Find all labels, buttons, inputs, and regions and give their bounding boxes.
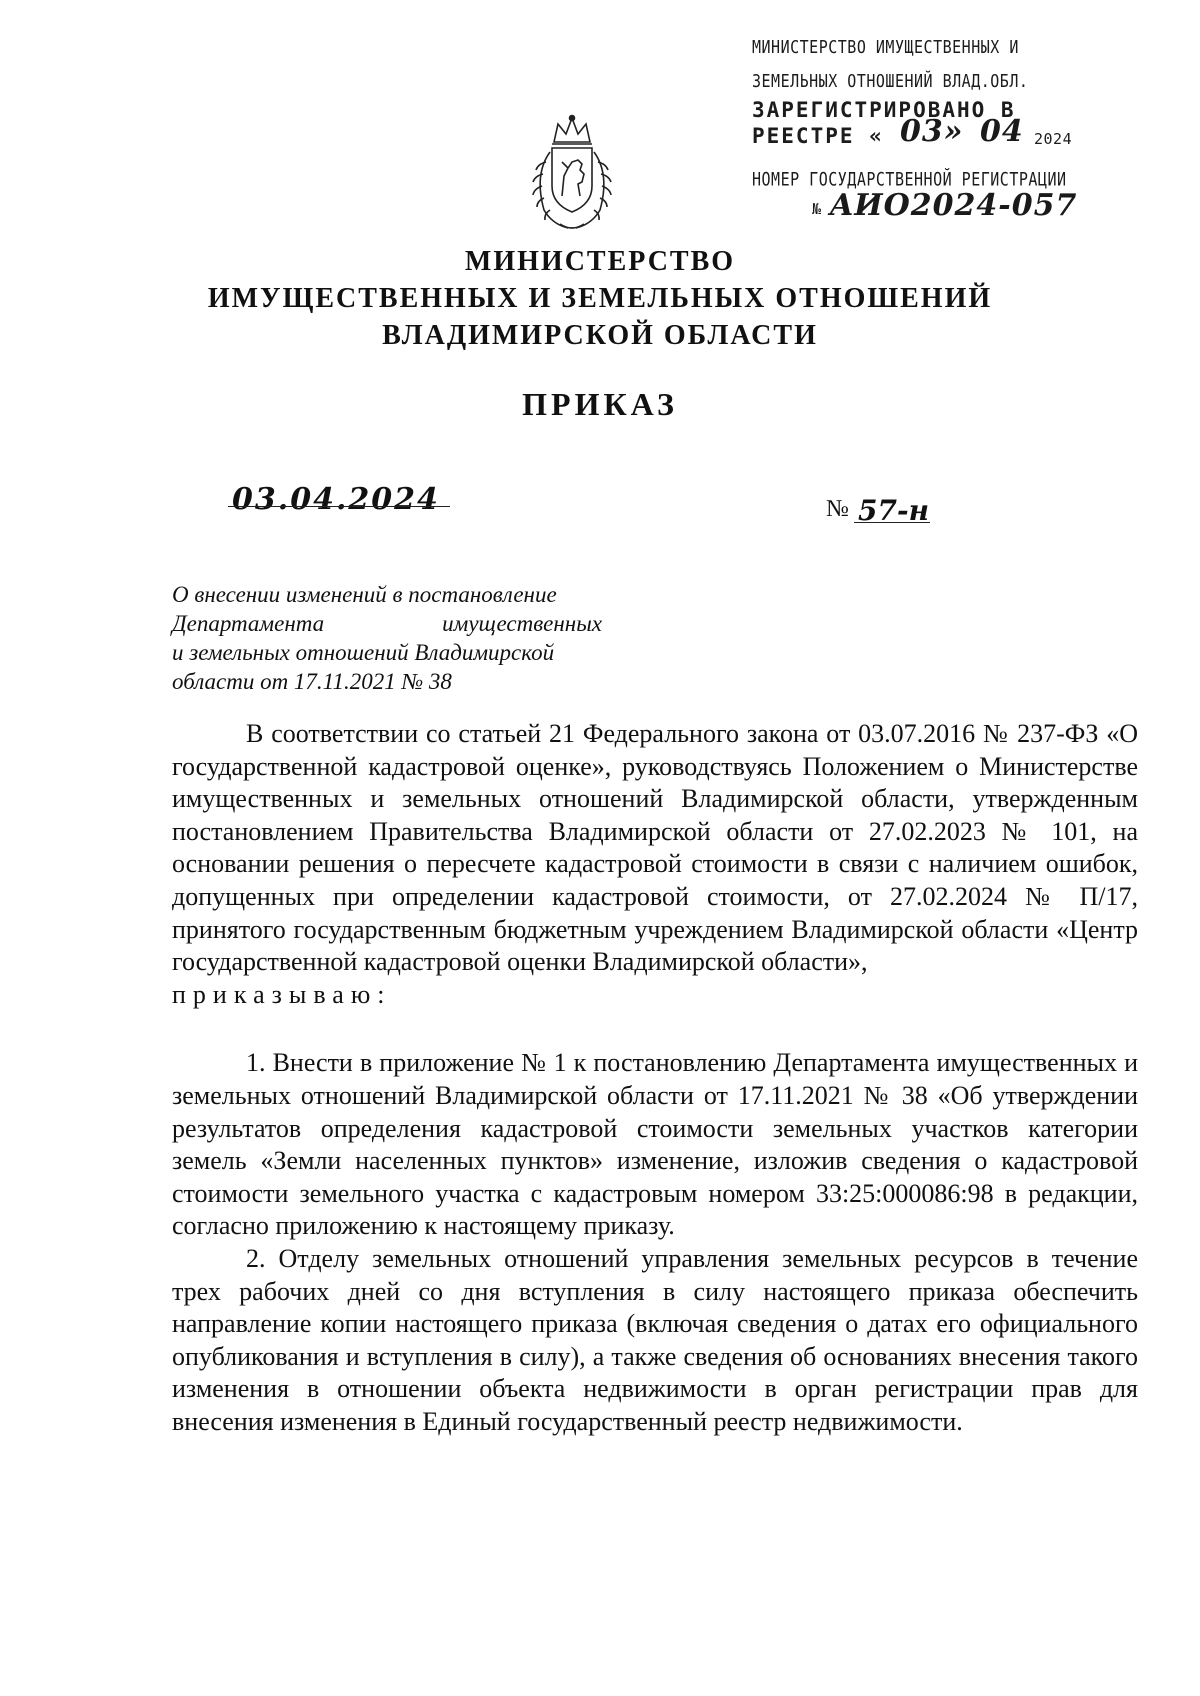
order-number: 57-н — [858, 494, 929, 527]
item-2-paragraph: 2. Отделу земельных отношений управления земельных ресурсов в течение трех рабочих дней со дня вступления в силу настоящего приказа обеспечить направление копии настоящего приказа (включая сведения о датах его официального опубликования и вступления в силу), а также сведения об основаниях внесения такого изменения в отношении объекта недвижимости в орган регистрации прав для внесения изменения в Единый государственный реестр недвижимости. — [172, 1243, 1138, 1436]
order-number-label: № — [826, 496, 849, 522]
stamp-line-ministry: МИНИСТЕРСТВО ИМУЩЕСТВЕННЫХ И — [752, 36, 1019, 58]
coat-of-arms-icon — [522, 112, 622, 236]
preamble-text: В соответствии со статьей 21 Федерального закона от 03.07.2016 № 237-ФЗ «О государственной кадастровой оценке», руководствуясь Положением о Министерстве имущественных и земельных отношений Владимирской области, утвержденным постановлением Правительства Владимирской области от 27.02.2023 № 101, на основании решения о пересчете кадастровой стоимости в связи с наличием ошибок, допущенных при определении кадастровой стоимости, от 27.02.2024 № П/17, принятого государственным бюджетным учреждением Владимирской области «Центр государственной кадастровой оценки Владимирской области», — [172, 719, 1138, 977]
subject-line: О внесении изменений в постановление — [172, 582, 557, 607]
ministry-name-line-1: МИНИСТЕРСТВО — [464, 246, 736, 277]
date-underline — [228, 506, 450, 507]
preamble-paragraph — [172, 718, 1138, 1011]
stamp-line-registered: ЗАРЕГИСТРИРОВАНО В — [752, 98, 1016, 122]
order-word: приказываю: — [172, 979, 392, 1009]
stamp-line-department: ЗЕМЕЛЬНЫХ ОТНОШЕНИЙ ВЛАД.ОБЛ. — [752, 70, 1029, 92]
subject-line: области от 17.11.2021 № 38 — [172, 669, 452, 694]
paragraph-gap — [172, 1011, 1138, 1047]
document-type-title: ПРИКАЗ — [522, 386, 678, 422]
stamp-reg-year: 2024 — [1034, 130, 1073, 148]
order-date: 03.04.2024 — [232, 482, 440, 517]
ministry-name-line-2: ИМУЩЕСТВЕННЫХ И ЗЕМЕЛЬНЫХ ОТНОШЕНИЙ — [207, 283, 993, 314]
stamp-reg-day: 03» — [900, 114, 964, 149]
ministry-name-line-3: ВЛАДИМИРСКОЙ ОБЛАСТИ — [382, 320, 818, 351]
subject-line — [172, 609, 602, 638]
subject-word: имущественных — [442, 611, 602, 636]
stamp-reg-month: 04 — [980, 114, 1024, 149]
item-1-paragraph: 1. Внести в приложение № 1 к постановлению Департамента имущественных и земельных отношений Владимирской области от 17.11.2021 № 38 «Об утверждении результатов определения кадастровой стоимости земельных участков категории земель «Земли населенных пунктов» изменение, изложив сведения о кадастровой стоимости земельного участка с кадастровым номером 33:25:000086:98 в редакции, согласно приложению к настоящему приказу. — [172, 1048, 1138, 1241]
stamp-number-sign: № — [812, 200, 822, 218]
subject-word: Департамента — [172, 611, 325, 636]
stamp-line-registry: РЕЕСТРЕ « — [752, 124, 884, 148]
order-subject — [172, 580, 602, 696]
order-body — [172, 718, 1138, 1438]
stamp-reg-number: AИО2024-057 — [830, 188, 1078, 223]
number-underline — [854, 522, 930, 523]
subject-line: и земельных отношений Владимирской — [172, 640, 555, 665]
stamp-line-reg-number-label: НОМЕР ГОСУДАРСТВЕННОЙ РЕГИСТРАЦИИ — [752, 167, 1067, 191]
